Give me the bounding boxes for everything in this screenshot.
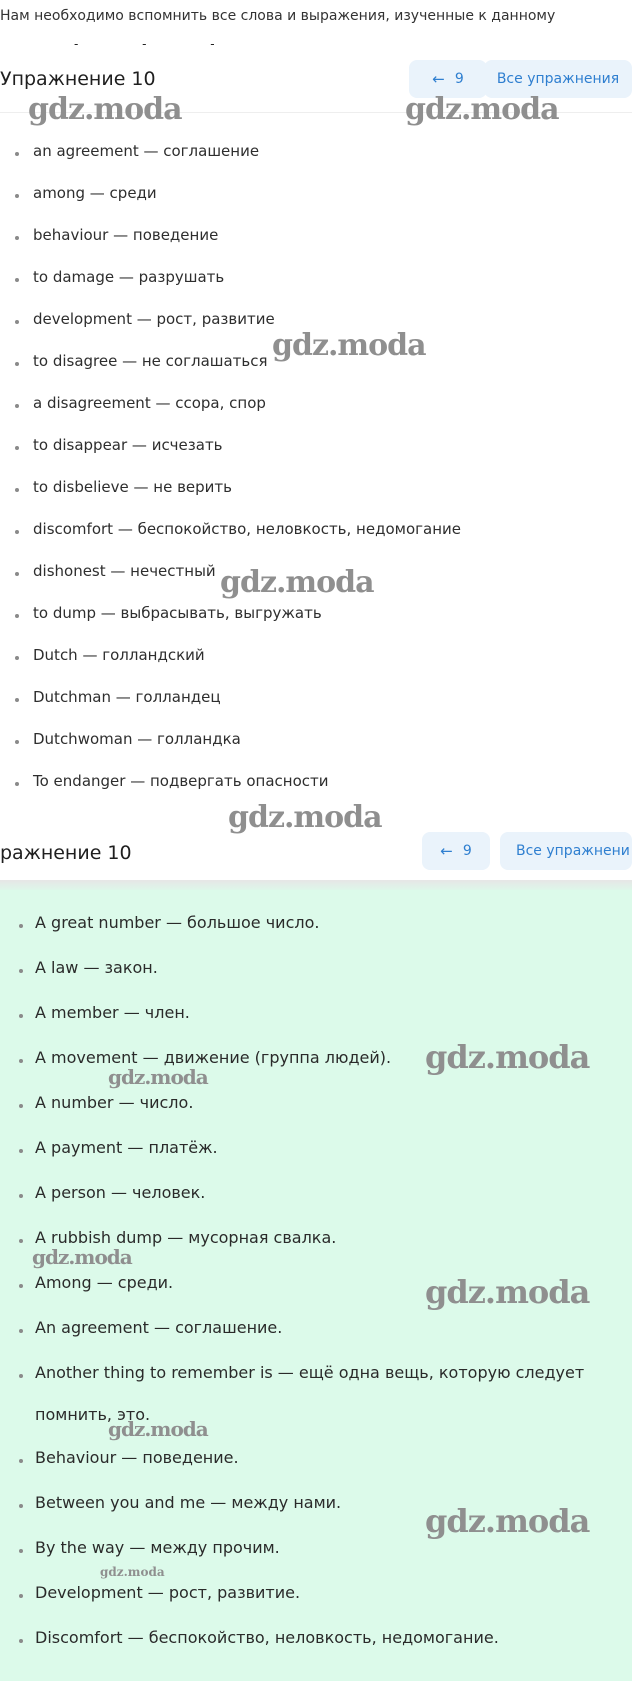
- arrow-left-icon: ←: [432, 70, 445, 88]
- list-item: A person — человек.: [35, 1183, 206, 1202]
- list-item: Discomfort — беспокойство, неловкость, недомогание.: [35, 1628, 499, 1647]
- all-exercises-button-2[interactable]: [500, 832, 632, 870]
- list-item: A rubbish dump — мусорная свалка.: [35, 1228, 337, 1247]
- bullet: [15, 236, 19, 240]
- list-item: behaviour — поведение: [33, 226, 219, 244]
- list-item: among — среди: [33, 184, 157, 202]
- list-item: to dump — выбрасывать, выгружать: [33, 604, 322, 622]
- prev-exercise-button-2[interactable]: [422, 832, 490, 870]
- bullet: [15, 572, 19, 576]
- section2-title: ражнение 10: [0, 842, 132, 864]
- bullet: [15, 698, 19, 702]
- bullet: [15, 320, 19, 324]
- bullet: [19, 1329, 23, 1333]
- list-item: A movement — движение (группа людей).: [35, 1048, 392, 1067]
- bullet: [19, 1149, 23, 1153]
- bullet: [19, 1504, 23, 1508]
- list-item: to disappear — исчезать: [33, 436, 223, 454]
- bullet: [19, 1014, 23, 1018]
- bullet: [15, 152, 19, 156]
- watermark: gdz.moda: [425, 1502, 590, 1540]
- section1-title: Упражнение 10: [0, 68, 156, 90]
- list-item: A number — число.: [35, 1093, 194, 1112]
- watermark: gdz.moda: [108, 1065, 208, 1089]
- section2-header: [0, 832, 632, 876]
- bullet: [15, 530, 19, 534]
- bullet: [15, 656, 19, 660]
- list-item: A law — закон.: [35, 958, 158, 977]
- list-item: Behaviour — поведение.: [35, 1448, 239, 1467]
- bullet: [15, 614, 19, 618]
- list-item: to disbelieve — не верить: [33, 478, 233, 496]
- prev-exercise-number: 9: [454, 71, 464, 87]
- bullet: [15, 404, 19, 408]
- watermark: gdz.moda: [272, 328, 426, 363]
- bullet: [19, 1549, 23, 1553]
- bullet: [19, 1639, 23, 1643]
- watermark: gdz.moda: [228, 800, 382, 835]
- list-item: dishonest — нечестный: [33, 562, 216, 580]
- list-item: an agreement — соглашение: [33, 142, 260, 160]
- bullet: [15, 446, 19, 450]
- watermark: gdz.moda: [425, 1038, 590, 1076]
- arrow-left-icon: ←: [440, 842, 453, 860]
- bullet: [15, 194, 19, 198]
- all-exercises-label: Все упражнения: [496, 71, 620, 87]
- bullet: [19, 969, 23, 973]
- list-item: to damage — разрушать: [33, 268, 225, 286]
- prev-exercise-number-2: 9: [462, 843, 472, 859]
- cut-off-text: - - -: [74, 37, 245, 51]
- list-item: Between you and me — между нами.: [35, 1493, 342, 1512]
- bullet: [19, 1459, 23, 1463]
- list-item: Another thing to remember is — ещё одна вещь, которую следует: [35, 1363, 585, 1382]
- list-item: to disagree — не соглашаться: [33, 352, 268, 370]
- list-item: A payment — платёж.: [35, 1138, 218, 1157]
- list-item: Dutchwoman — голландка: [33, 730, 241, 748]
- intro-text: Нам необходимо вспомнить все слова и выражения, изученные к данному: [0, 8, 556, 24]
- watermark: gdz.moda: [32, 1245, 132, 1269]
- list-item: An agreement — соглашение.: [35, 1318, 283, 1337]
- list-item: A great number — большое число.: [35, 913, 320, 932]
- all-exercises-label-2: Все упражнени: [516, 843, 630, 859]
- bullet: [15, 782, 19, 786]
- watermark: gdz.moda: [425, 1273, 590, 1311]
- bullet: [19, 1594, 23, 1598]
- list-item: Among — среди.: [35, 1273, 174, 1292]
- list-item: Dutchman — голландец: [33, 688, 221, 706]
- bullet: [19, 1194, 23, 1198]
- list-item: Development — рост, развитие.: [35, 1583, 301, 1602]
- list-item: A member — член.: [35, 1003, 190, 1022]
- list-item: development — рост, развитие: [33, 310, 275, 328]
- list-item: Dutch — голландский: [33, 646, 205, 664]
- bullet: [15, 278, 19, 282]
- bullet: [15, 488, 19, 492]
- watermark: gdz.moda: [220, 565, 374, 600]
- bullet: [15, 362, 19, 366]
- list-item: discomfort — беспокойство, неловкость, недомогание: [33, 520, 461, 538]
- bullet: [19, 1239, 23, 1243]
- bullet: [19, 1059, 23, 1063]
- list-item: To endanger — подвергать опасности: [33, 772, 329, 790]
- list-item: a disagreement — ссора, спор: [33, 394, 266, 412]
- list-item-continuation: помнить, это.: [35, 1405, 151, 1424]
- watermark: gdz.moda: [100, 1565, 165, 1579]
- bullet: [19, 1104, 23, 1108]
- bullet: [19, 924, 23, 928]
- watermark: gdz.moda: [108, 1417, 208, 1441]
- bullet: [19, 1374, 23, 1378]
- watermark: gdz.moda: [405, 92, 559, 127]
- bullet: [15, 740, 19, 744]
- bullet: [19, 1284, 23, 1288]
- watermark: gdz.moda: [28, 92, 182, 127]
- list-item: By the way — между прочим.: [35, 1538, 280, 1557]
